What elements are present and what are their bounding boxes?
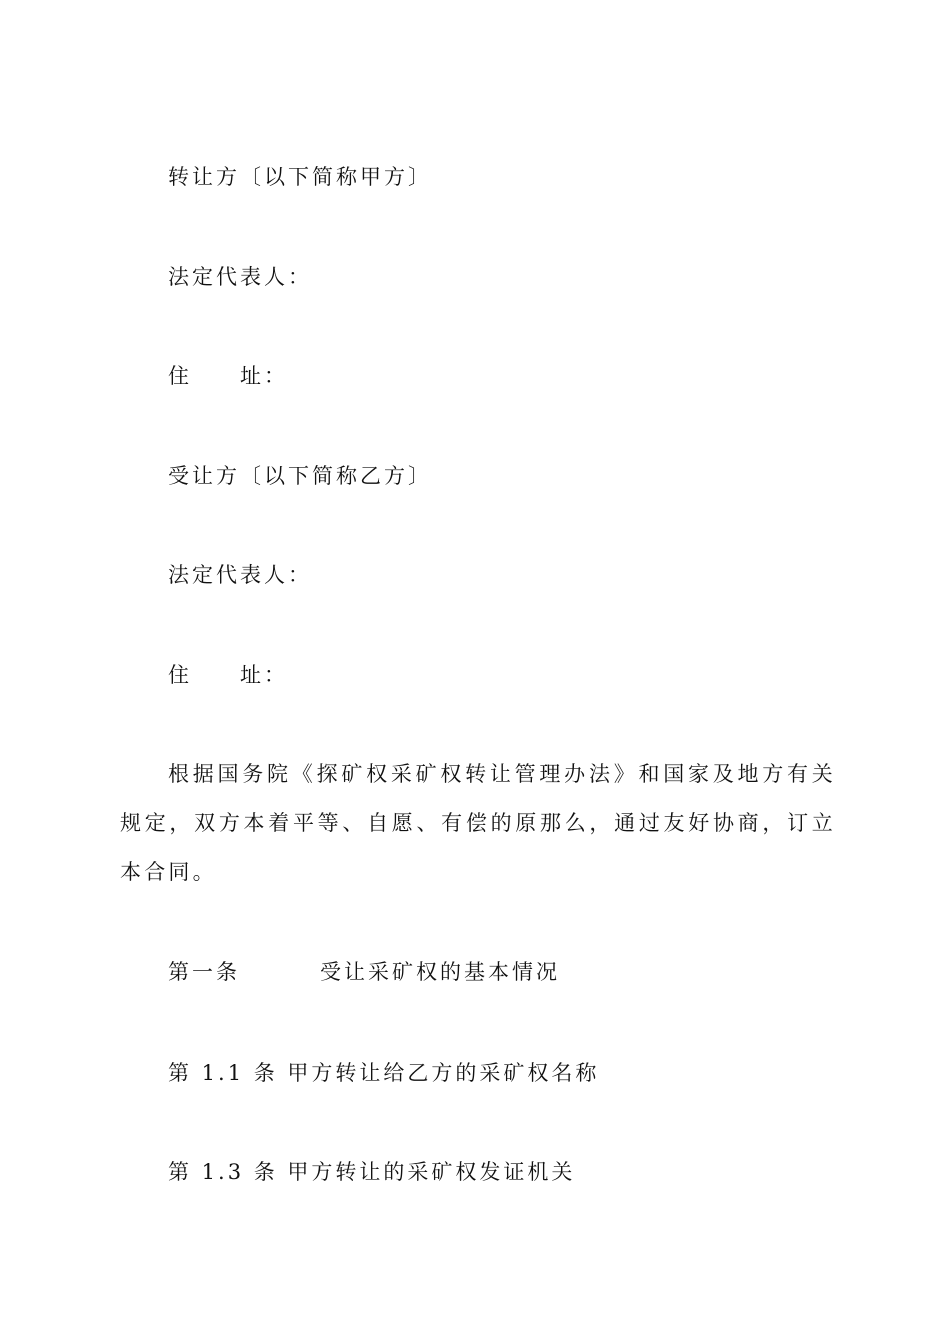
article-1-1: 第 1.1 条 甲方转让给乙方的采矿权名称 xyxy=(168,1061,600,1085)
address-char-2: 址： xyxy=(240,663,288,687)
transferee-title: 受让方〔以下简称乙方〕 xyxy=(168,464,432,488)
article-1-title: 受让采矿权的基本情况 xyxy=(320,960,560,984)
article-1-3: 第 1.3 条 甲方转让的采矿权发证机关 xyxy=(168,1160,576,1184)
address-char-1: 住 xyxy=(168,364,192,388)
transferor-title: 转让方〔以下简称甲方〕 xyxy=(168,165,432,189)
transferor-address-label xyxy=(168,362,288,390)
address-char-1: 住 xyxy=(168,663,192,687)
transferee-address-label xyxy=(168,661,288,689)
transferor-representative-label: 法定代表人： xyxy=(168,265,312,289)
preamble-paragraph: 根据国务院《探矿权采矿权转让管理办法》和国家及地方有关规定，双方本着平等、自愿、有偿的原那么，通过友好协商，订立本合同。 xyxy=(120,762,836,884)
article-1-number: 第一条 xyxy=(168,960,240,984)
transferee-representative-label: 法定代表人： xyxy=(168,563,312,587)
address-char-2: 址： xyxy=(240,364,288,388)
article-1-heading xyxy=(168,958,560,986)
